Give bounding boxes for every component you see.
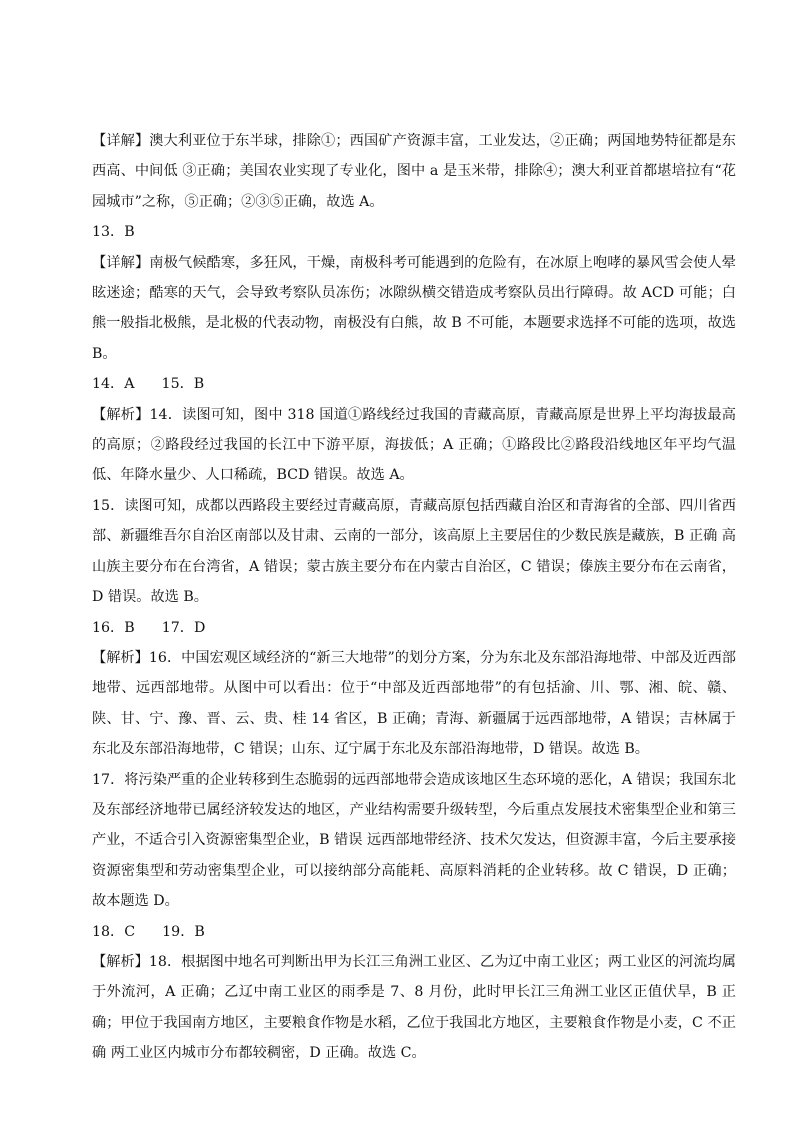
explanation-q17: 17．将污染严重的企业转移到生态脆弱的远西部地带会造成该地区生态环境的恶化，A 错误；我国东北及东部经济地带已属经济较发达的地区，产业结构需要升级转型，今后重点发展技术密集型企业和第三产业，不适合引入资源密集型企业，B 错误 远西部地带经济、技术欠发达，但资源丰富，今后主要承接资源密集型和劳动密集型企业，可以接纳部分高能耗、高原料消耗的企业转移。故 C 错误，D 正确；故本题选 D。 [92, 771, 736, 910]
answer-line-14-15: 14．A 15．B [92, 376, 205, 393]
answer-line-16-17: 16．B 17．D [92, 619, 206, 636]
explanation-q12: 【详解】澳大利亚位于东半球，排除①；西国矿产资源丰富，工业发达，②正确；两国地势特征都是东西高、中间低 ③正确；美国农业实现了专业化，图中 a 是玉米带，排除④；澳大利亚首都堪培拉有“花园城市”之称，⑤正确；②③⑤正确，故选 A。 [92, 133, 736, 210]
explanation-q15: 15．读图可知，成都以西路段主要经过青藏高原，青藏高原包括西藏自治区和青海省的全部、四川省西部、新疆维吾尔自治区南部以及甘肃、云南的一部分，该高原上主要居住的少数民族是藏族，B 正确 高山族主要分布在台湾省，A 错误；蒙古族主要分布在内蒙古自治区，C 错误；傣族主要分布在云南省，D 错误。故选 B。 [92, 497, 736, 606]
answer-line-13: 13．B [92, 224, 135, 241]
explanation-q13: 【详解】南极气候酷寒，多狂风，干燥，南极科考可能遇到的危险有，在冰原上咆哮的暴风雪会使人晕眩迷途；酷寒的天气，会导致考察队员冻伤；冰隙纵横交错造成考察队员出行障碍。故 ACD 可能；白熊一般指北极熊，是北极的代表动物，南极没有白熊，故 B 不可能，本题要求选择不可能的选项，故选 B。 [92, 254, 736, 362]
explanation-q16: 【解析】16．中国宏观区域经济的“新三大地带”的划分方案，分为东北及东部沿海地带、中部及近西部地带、远西部地带。从图中可以看出：位于“中部及近西部地带”的有包括渝、川、鄂、湘、皖、赣、陕、甘、宁、豫、晋、云、贵、桂 14 省区，B 正确；青海、新疆属于远西部地带，A 错误；吉林属于东北及东部沿海地带，C 错误；山东、辽宁属于东北及东部沿海地带，D 错误。故选 B。 [92, 649, 736, 758]
explanation-q18: 【解析】18．根据图中地名可判断出甲为长江三角洲工业区、乙为辽中南工业区；两工业区的河流均属于外流河，A 正确；乙辽中南工业区的雨季是 7、8 月份，此时甲长江三角洲工业区正值伏旱，B 正确；甲位于我国南方地区，主要粮食作物是水稻，乙位于我国北方地区，主要粮食作物是小麦，C 不正确 两工业区内城市分布都较稠密，D 正确。故选 C。 [92, 953, 736, 1062]
answer-line-18-19: 18．C 19．B [92, 923, 205, 940]
explanation-q14: 【解析】14．读图可知，图中 318 国道①路线经过我国的青藏高原，青藏高原是世界上平均海拔最高的高原；②路段经过我国的长江中下游平原，海拔低；A 正确；①路段比②路段沿线地区年平均气温低、年降水量少、人口稀疏，BCD 错误。故选 A。 [92, 406, 736, 484]
